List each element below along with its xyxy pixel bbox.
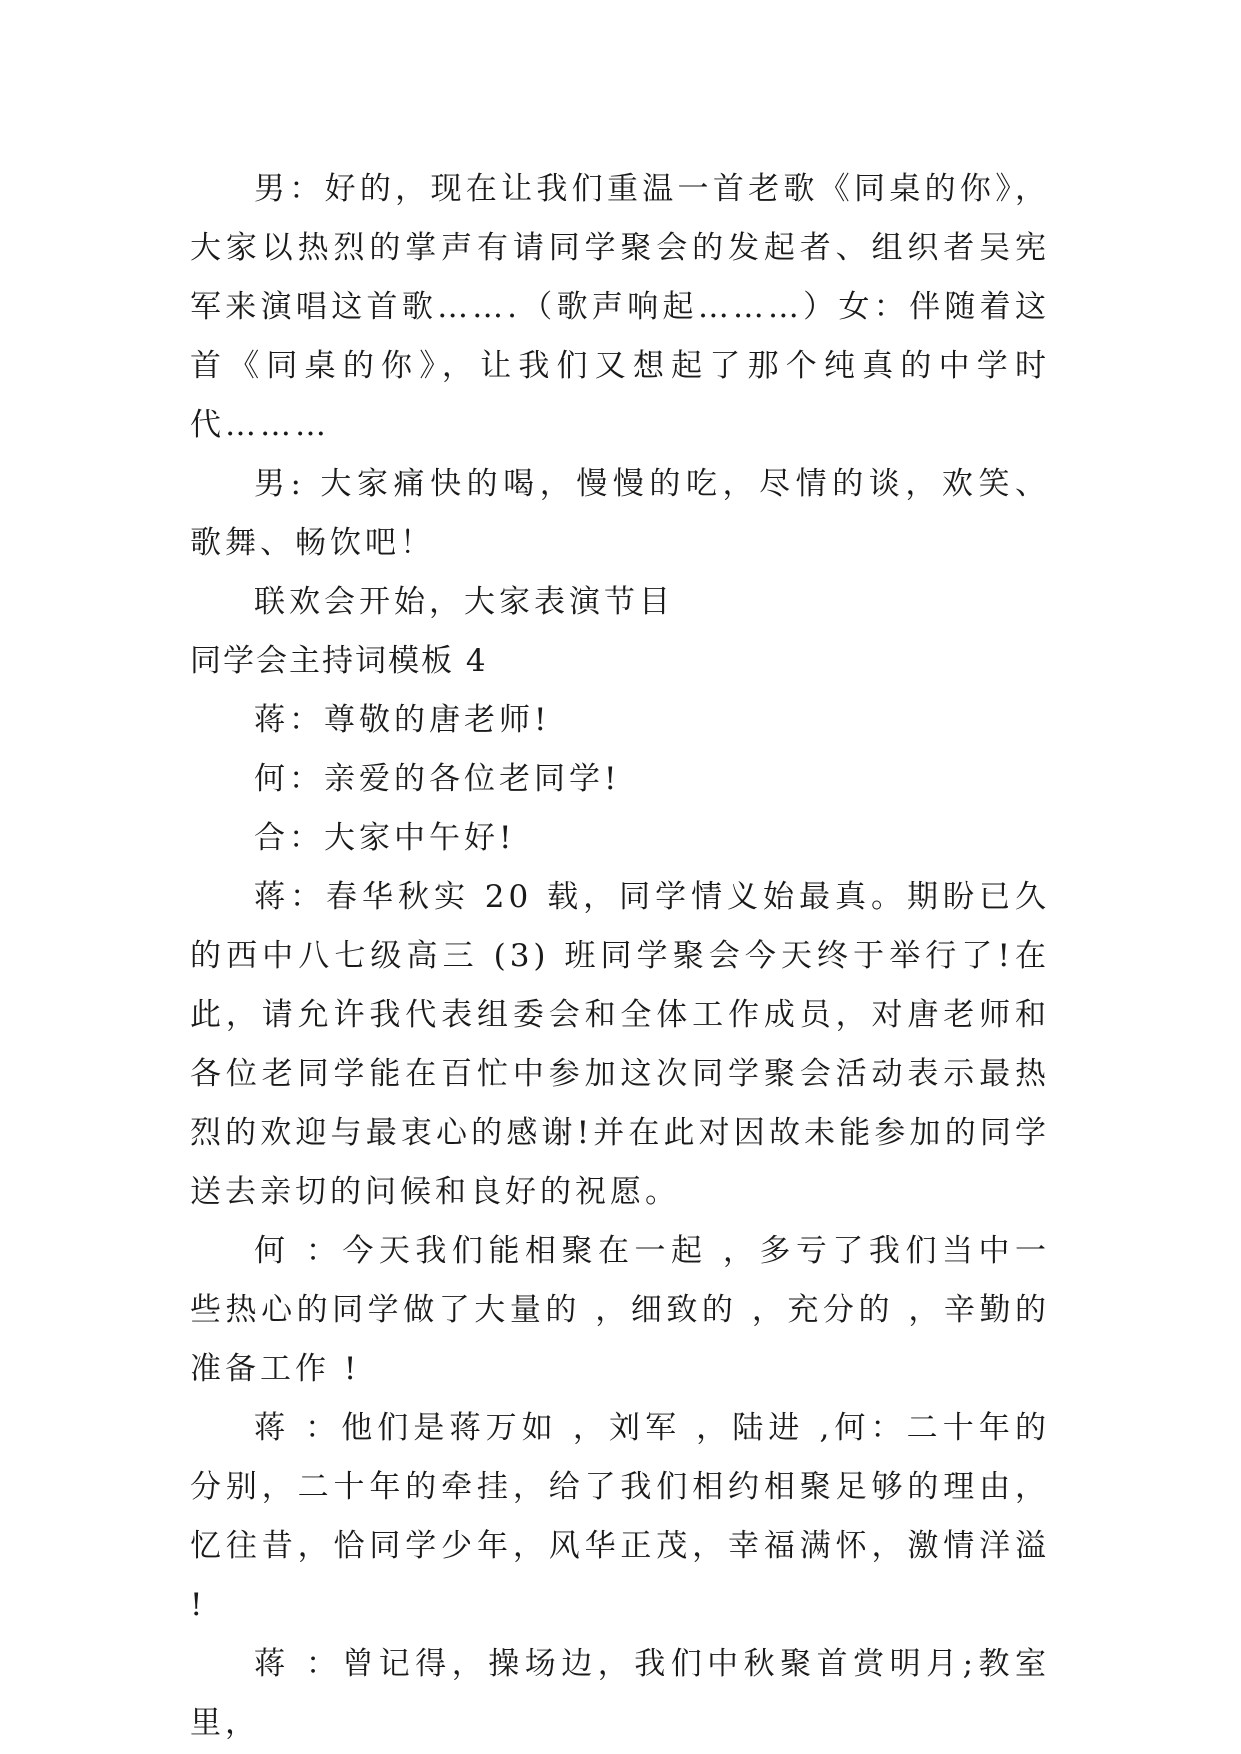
section-heading: 同学会主持词模板 4: [190, 643, 488, 679]
paragraph-male-toast: 男: 大家痛快的喝，慢慢的吃，尽情的谈，欢笑、歌舞、畅饮吧！: [190, 466, 1050, 561]
paragraph-party-start: 联欢会开始，大家表演节目: [254, 584, 674, 620]
paragraph-together-greeting: 合：大家中午好!: [254, 820, 516, 856]
paragraph-jiang-welcome: 蒋：春华秋实 20 载，同学情义始最真。期盼已久的西中八七级高三 (3) 班同学聚会今天终于举行了!在此，请允许我代表组委会和全体工作成员，对唐老师和各位老同学能在百忙中参加这次同学聚会活动表示最热烈的欢迎与最衷心的感谢!并在此对因故未能参加的同学送去亲切的问候和良好的祝愿。: [190, 879, 1050, 1210]
paragraph-jiang-greeting: 蒋：尊敬的唐老师!: [254, 702, 551, 738]
paragraph-male-song-intro: 男：好的，现在让我们重温一首老歌《同桌的你》，大家以热烈的掌声有请同学聚会的发起者、组织者吴宪军来演唱这首歌…….（歌声响起………）女：伴随着这首《同桌的你》，让我们又想起了那个纯真的中学时代………: [190, 171, 1050, 443]
paragraph-he-thanks: 何 ：今天我们能相聚在一起 ，多亏了我们当中一些热心的同学做了大量的 ，细致的 ，充分的 ，辛勤的准备工作 !: [190, 1233, 1050, 1387]
paragraph-jiang-memories: 蒋 ：曾记得，操场边，我们中秋聚首赏明月;教室里，: [190, 1646, 1050, 1741]
paragraph-jiang-names: 蒋 ：他们是蒋万如 ，刘军 ，陆进 ,何：二十年的分别，二十年的牵挂，给了我们相约相聚足够的理由，忆往昔，恰同学少年，风华正茂，幸福满怀，激情洋溢 !: [190, 1410, 1050, 1623]
paragraph-he-greeting: 何：亲爱的各位老同学!: [254, 761, 621, 797]
document-body: [190, 160, 1050, 1753]
